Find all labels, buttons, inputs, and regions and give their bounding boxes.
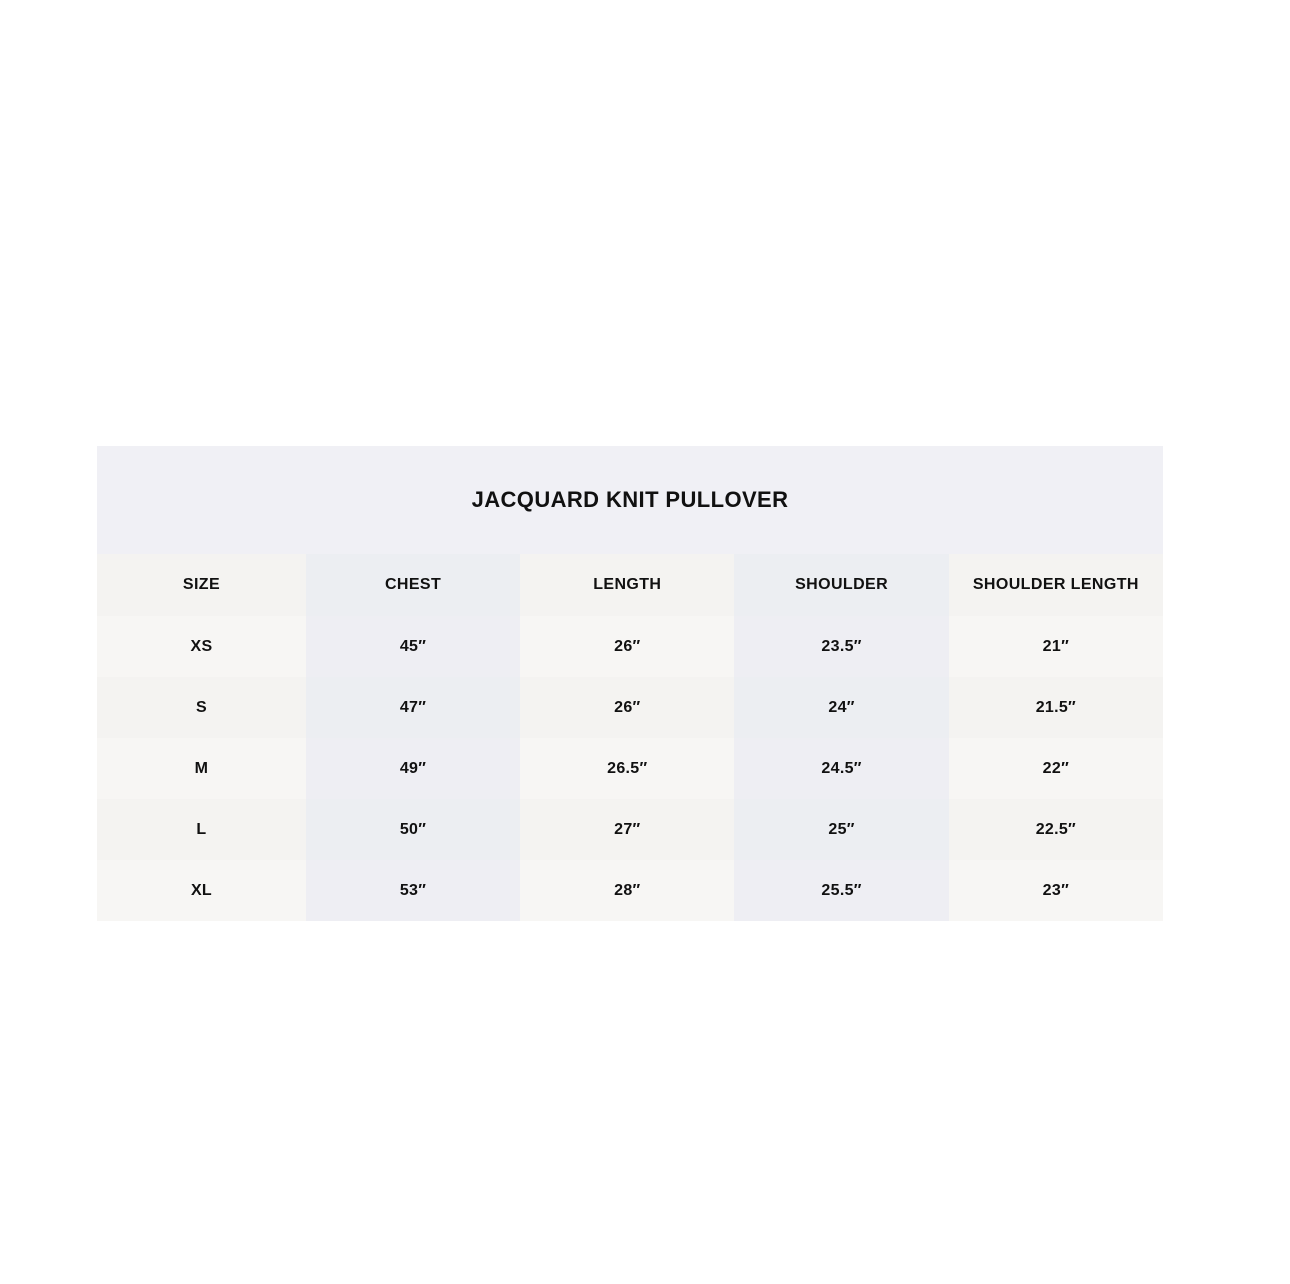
cell-shoulder-length: 21″: [949, 616, 1163, 677]
cell-size: L: [97, 799, 306, 860]
chart-title-bar: [97, 446, 1163, 554]
cell-shoulder: 24.5″: [734, 738, 948, 799]
cell-length: 27″: [520, 799, 734, 860]
cell-shoulder-length: 23″: [949, 860, 1163, 921]
cell-size: S: [97, 677, 306, 738]
table-row: [97, 799, 1163, 860]
cell-length: 26.5″: [520, 738, 734, 799]
cell-shoulder: 25.5″: [734, 860, 948, 921]
cell-length: 26″: [520, 616, 734, 677]
cell-size: M: [97, 738, 306, 799]
cell-chest: 49″: [306, 738, 520, 799]
cell-shoulder: 23.5″: [734, 616, 948, 677]
table-row: [97, 860, 1163, 921]
cell-shoulder: 25″: [734, 799, 948, 860]
page-title: JACQUARD KNIT PULLOVER: [471, 487, 789, 512]
cell-shoulder-length: 22″: [949, 738, 1163, 799]
size-chart: [97, 446, 1163, 921]
column-header-shoulder: SHOULDER: [734, 554, 948, 616]
cell-chest: 53″: [306, 860, 520, 921]
table-header: [97, 554, 1163, 616]
table-body: [97, 616, 1163, 921]
cell-size: XL: [97, 860, 306, 921]
column-header-size: SIZE: [97, 554, 306, 616]
cell-shoulder-length: 21.5″: [949, 677, 1163, 738]
table-row: [97, 616, 1163, 677]
cell-shoulder: 24″: [734, 677, 948, 738]
cell-size: XS: [97, 616, 306, 677]
column-header-length: LENGTH: [520, 554, 734, 616]
cell-length: 28″: [520, 860, 734, 921]
cell-chest: 47″: [306, 677, 520, 738]
table-row: [97, 677, 1163, 738]
cell-shoulder-length: 22.5″: [949, 799, 1163, 860]
column-header-chest: CHEST: [306, 554, 520, 616]
table-row: [97, 738, 1163, 799]
table-header-row: [97, 554, 1163, 616]
column-header-shoulder-length: SHOULDER LENGTH: [949, 554, 1163, 616]
size-chart-table: [97, 554, 1163, 921]
cell-chest: 45″: [306, 616, 520, 677]
cell-chest: 50″: [306, 799, 520, 860]
cell-length: 26″: [520, 677, 734, 738]
